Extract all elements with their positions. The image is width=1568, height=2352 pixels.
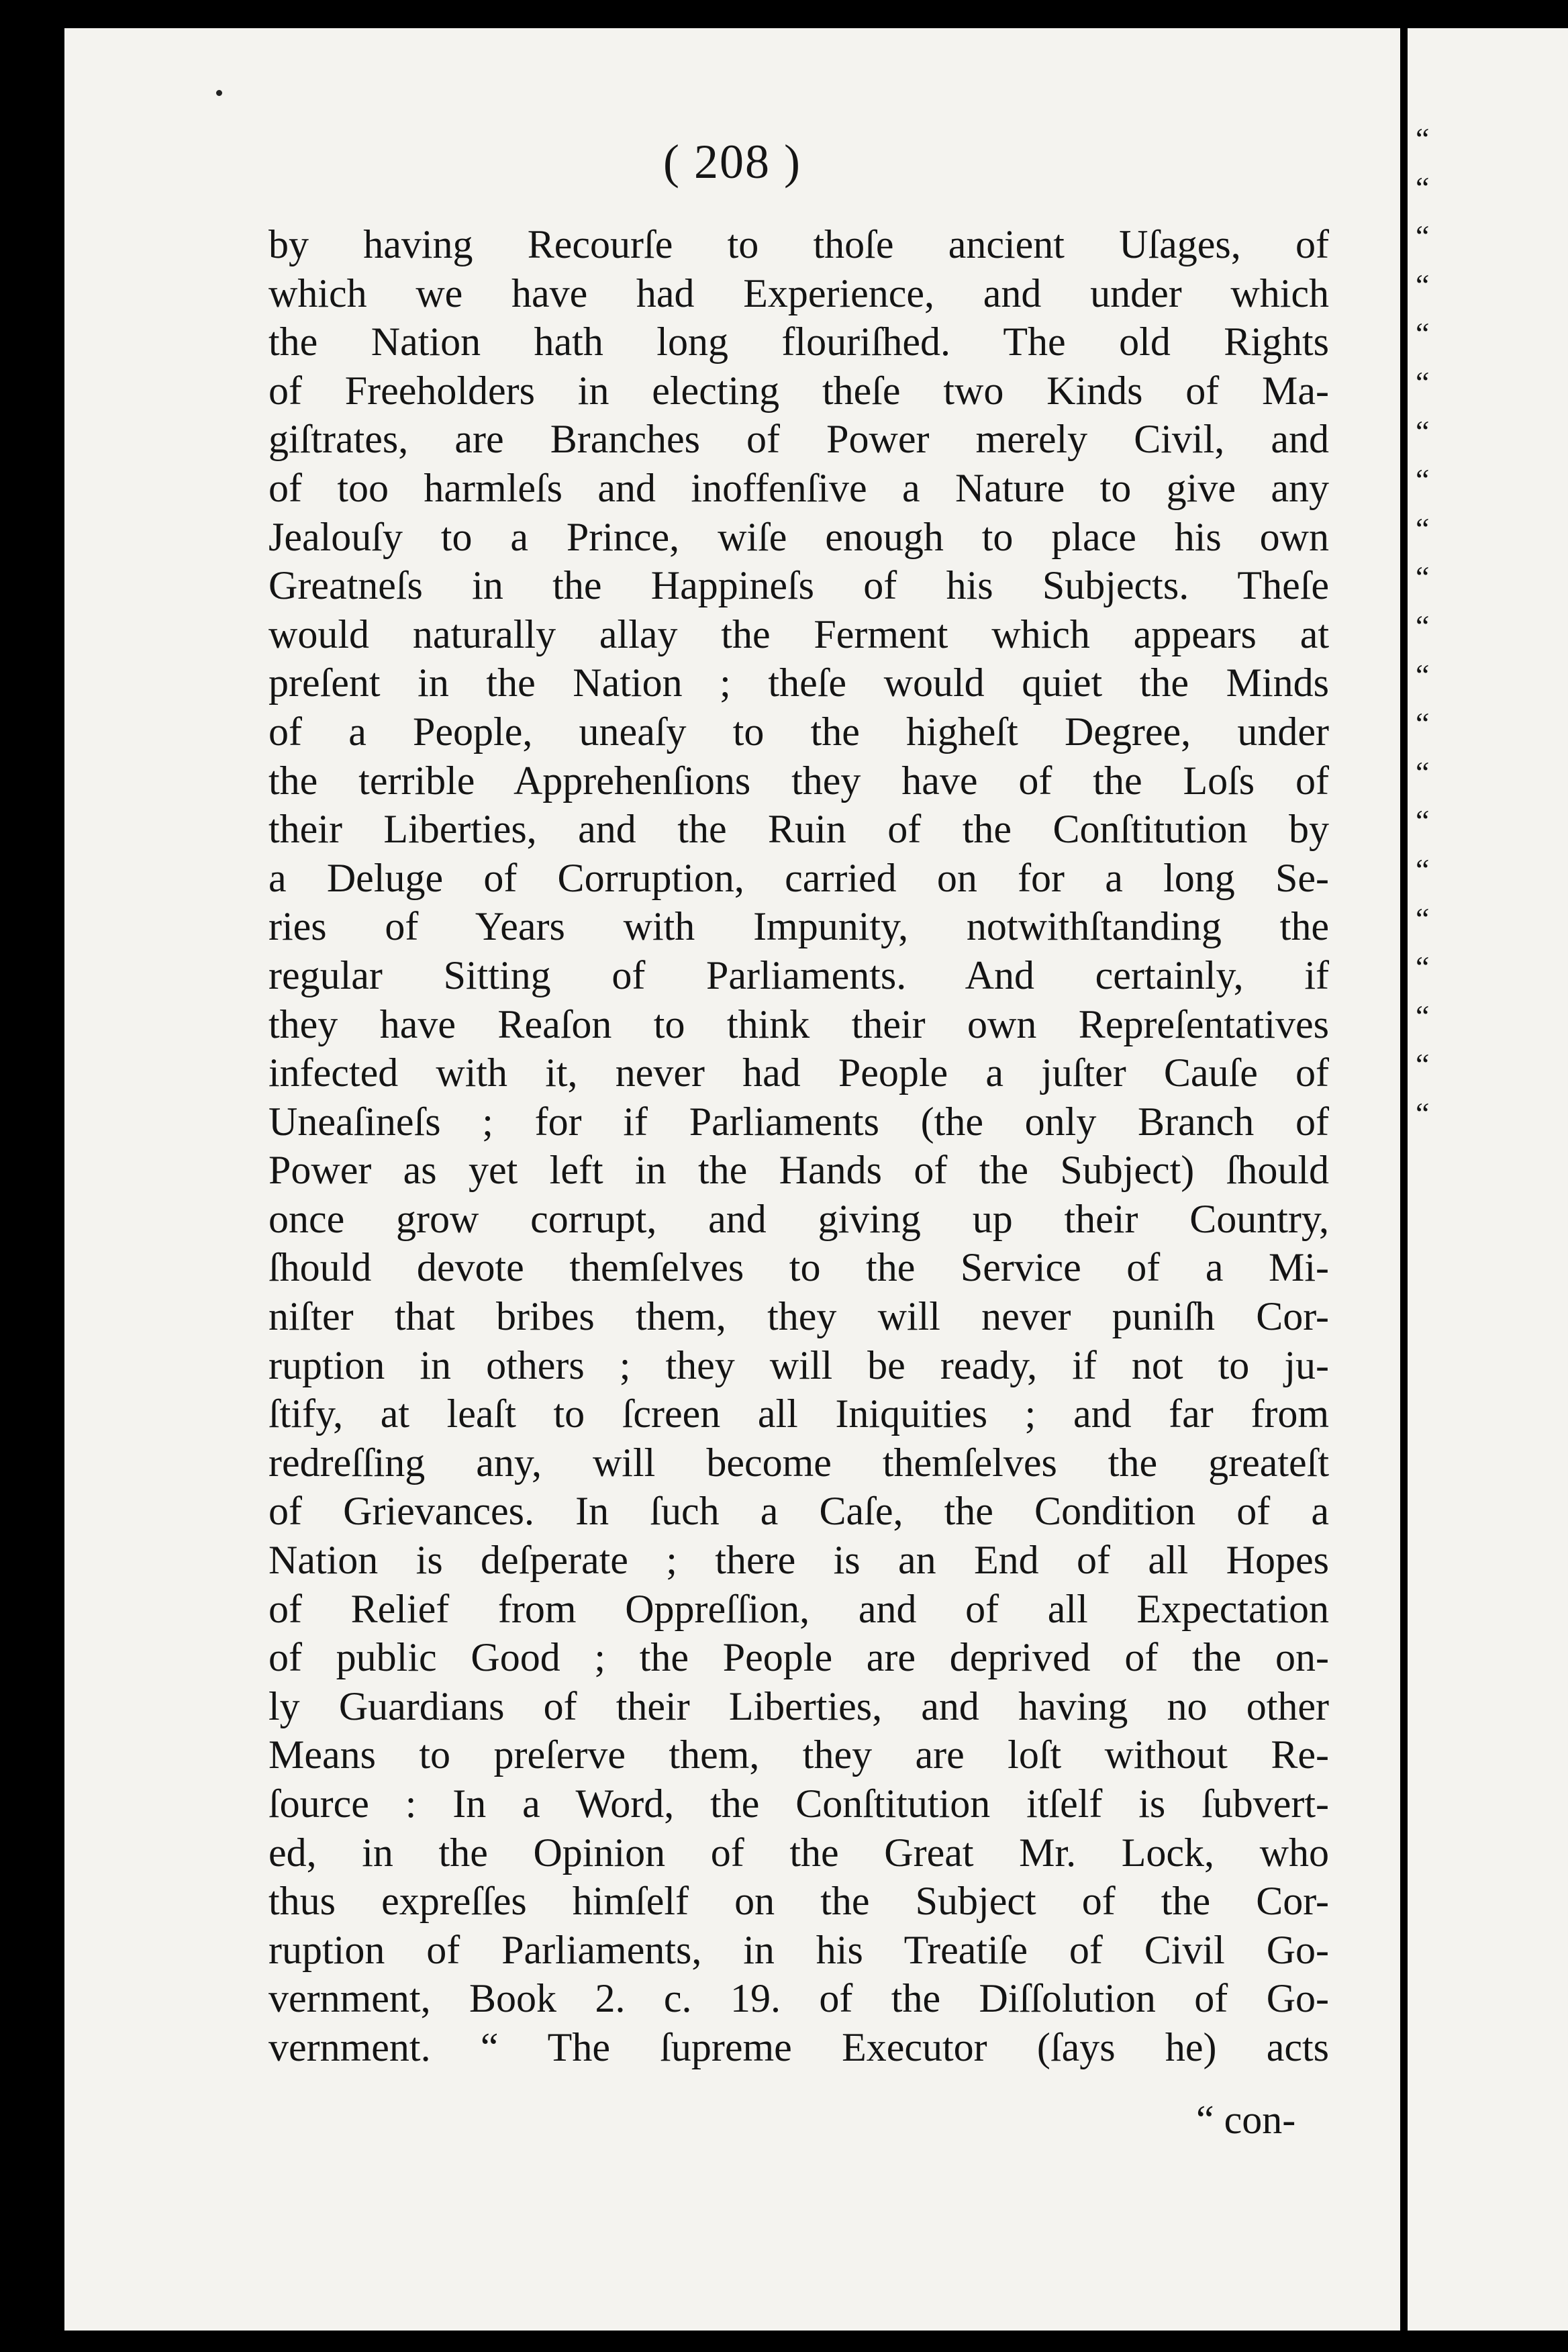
text-line: the Nation hath long flouriſhed. The old Rights	[268, 320, 1329, 364]
facing-quote-mark: “	[1416, 170, 1430, 205]
text-line: of Relief from Oppreſſion, and of all Expectation	[268, 1586, 1329, 1631]
facing-quote-mark: “	[1416, 511, 1430, 546]
facing-quote-mark: “	[1416, 754, 1430, 789]
text-line: infected with it, never had People a juſter Cauſe of	[268, 1050, 1329, 1095]
facing-quote-mark: “	[1416, 560, 1430, 595]
text-line: ſtify, at leaſt to ſcreen all Iniquities ; and far from	[268, 1391, 1329, 1436]
text-line: regular Sitting of Parliaments. And certainly, if	[268, 952, 1329, 997]
text-line: Greatneſs in the Happineſs of his Subjects. Theſe	[268, 563, 1329, 608]
facing-quote-mark: “	[1416, 901, 1430, 936]
text-line: Means to preſerve them, they are loſt without Re-	[268, 1732, 1329, 1777]
text-line: which we have had Experience, and under which	[268, 271, 1329, 315]
facing-quote-mark: “	[1416, 316, 1430, 351]
text-line: the terrible Apprehenſions they have of the Loſs of	[268, 758, 1329, 803]
facing-quote-mark: “	[1416, 852, 1430, 887]
text-line: their Liberties, and the Ruin of the Conſtitution by	[268, 807, 1329, 852]
book-page	[64, 28, 1400, 2331]
facing-quote-mark: “	[1416, 706, 1430, 741]
facing-quote-mark: “	[1416, 998, 1430, 1033]
text-line: niſter that bribes them, they will never puniſh Cor-	[268, 1294, 1329, 1339]
text-line: by having Recourſe to thoſe ancient Uſages, of	[268, 222, 1329, 266]
text-line: ruption of Parliaments, in his Treatiſe of Civil Go-	[268, 1927, 1329, 1972]
body-text	[268, 220, 1329, 2072]
text-line: Power as yet left in the Hands of the Subject) ſhould	[268, 1148, 1329, 1193]
text-line: ſhould devote themſelves to the Service of a Mi-	[268, 1245, 1329, 1290]
facing-quote-mark: “	[1416, 462, 1430, 497]
text-line: of too harmleſs and inoffenſive a Nature to give any	[268, 465, 1329, 510]
text-line: giſtrates, are Branches of Power merely Civil, and	[268, 417, 1329, 462]
text-line: thus expreſſes himſelf on the Subject of the Cor-	[268, 1879, 1329, 1924]
facing-quote-mark: “	[1416, 950, 1430, 985]
facing-quote-mark: “	[1416, 1096, 1430, 1130]
text-line: ruption in others ; they will be ready, if not to ju-	[268, 1342, 1329, 1387]
text-line: ed, in the Opinion of the Great Mr. Lock, who	[268, 1830, 1329, 1875]
facing-quote-mark: “	[1416, 219, 1430, 254]
page-number: ( 208 )	[663, 135, 801, 189]
text-line: preſent in the Nation ; theſe would quiet the Minds	[268, 660, 1329, 705]
text-line: redreſſing any, will become themſelves the greateſt	[268, 1440, 1329, 1485]
facing-quote-mark: “	[1416, 121, 1430, 156]
text-line: ly Guardians of their Liberties, and having no other	[268, 1683, 1329, 1728]
facing-quote-mark: “	[1416, 413, 1430, 448]
text-line: a Deluge of Corruption, carried on for a long Se-	[268, 855, 1329, 900]
text-line: Nation is deſperate ; there is an End of all Hopes	[268, 1538, 1329, 1583]
facing-quote-mark: “	[1416, 657, 1430, 692]
facing-quote-mark: “	[1416, 609, 1430, 643]
text-line: once grow corrupt, and giving up their Country,	[268, 1196, 1329, 1241]
text-line: Jealouſy to a Prince, wiſe enough to place his own	[268, 514, 1329, 559]
facing-quote-mark: “	[1416, 267, 1430, 302]
text-line: vernment, Book 2. c. 19. of the Diſſolution of Go-	[268, 1976, 1329, 2021]
text-line: they have Reaſon to think their own Repreſentatives	[268, 1001, 1329, 1046]
text-line: ſource : In a Word, the Conſtitution itſelf is ſubvert-	[268, 1781, 1329, 1826]
text-line: vernment. “ The ſupreme Executor (ſays he) acts	[268, 2024, 1329, 2069]
text-line: of public Good ; the People are deprived of the on-	[268, 1635, 1329, 1680]
catchword: “ con-	[1196, 2098, 1296, 2142]
text-line: of a People, uneaſy to the higheſt Degree, under	[268, 709, 1329, 754]
ink-speck	[216, 90, 222, 96]
text-line: Uneaſineſs ; for if Parliaments (the only Branch of	[268, 1099, 1329, 1144]
text-line: of Grievances. In ſuch a Caſe, the Condition of a	[268, 1489, 1329, 1534]
facing-quote-mark: “	[1416, 1047, 1430, 1082]
gutter-edge	[1408, 28, 1413, 2331]
text-line: of Freeholders in electing theſe two Kinds of Ma-	[268, 368, 1329, 413]
facing-quote-mark: “	[1416, 803, 1430, 838]
text-line: ries of Years with Impunity, notwithſtanding the	[268, 904, 1329, 949]
facing-quote-mark: “	[1416, 365, 1430, 399]
facing-page-edge	[1413, 28, 1568, 2331]
text-line: would naturally allay the Ferment which appears at	[268, 611, 1329, 656]
